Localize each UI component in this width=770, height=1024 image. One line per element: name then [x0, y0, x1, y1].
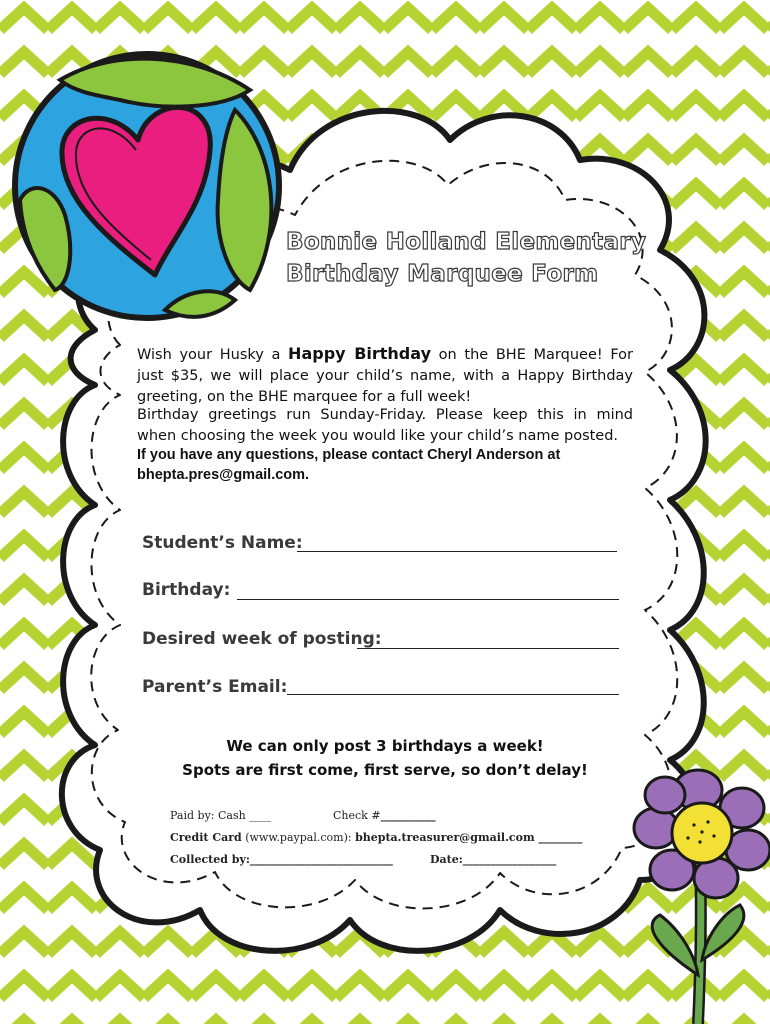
collected-by-line [170, 853, 393, 866]
desired-week-field[interactable] [357, 648, 619, 649]
parent-email-label: Parent’s Email: [142, 677, 288, 697]
parent-email-field[interactable] [287, 694, 619, 695]
happy-birthday-text: Happy Birthday [288, 344, 431, 363]
schedule-paragraph: Birthday greetings run Sunday-Friday. Please keep this in mind when choosing the week you would like your child’s name posted. [137, 407, 633, 444]
school-name-title: Bonnie Holland Elementary [286, 229, 647, 255]
birthday-label: Birthday: [142, 580, 231, 600]
globe-with-heart-icon [15, 54, 279, 318]
check-label: Check # [333, 809, 381, 822]
date-line [430, 853, 556, 866]
paid-by-cash-line: Paid by: Cash ____ [170, 809, 272, 822]
check-blank: __________ [380, 809, 436, 822]
student-name-label: Student’s Name: [142, 533, 303, 553]
collected-by-label: Collected by:__________________________ [170, 853, 393, 866]
check-number-line [333, 809, 436, 822]
first-come-notice: Spots are first come, first serve, so don’t delay! [182, 761, 588, 779]
contact-paragraph: If you have any questions, please contact Cheryl Anderson at bhepta.pres@gmail.com. [137, 447, 561, 483]
desired-week-label: Desired week of posting: [142, 629, 382, 649]
credit-card-line [170, 831, 582, 844]
intro-text-start: Wish your Husky a [137, 347, 289, 363]
paypal-text: (www.paypal.com): [241, 831, 356, 844]
intro-paragraph [137, 343, 633, 408]
treasurer-email: bhepta.treasurer@gmail.com ________ [355, 831, 583, 844]
credit-card-label: Credit Card [170, 831, 242, 844]
birthday-field[interactable] [237, 599, 619, 600]
limit-notice: We can only post 3 birthdays a week! [226, 737, 544, 755]
student-name-field[interactable] [297, 551, 617, 552]
date-label: Date:_________________ [430, 853, 557, 866]
form-title: Birthday Marquee Form [286, 261, 599, 287]
intro-text-end: on the BHE Marquee! For just $35, we will place your child’s name, with a Happy Birthday greeting, on the BHE marquee for a full week! [137, 347, 633, 405]
